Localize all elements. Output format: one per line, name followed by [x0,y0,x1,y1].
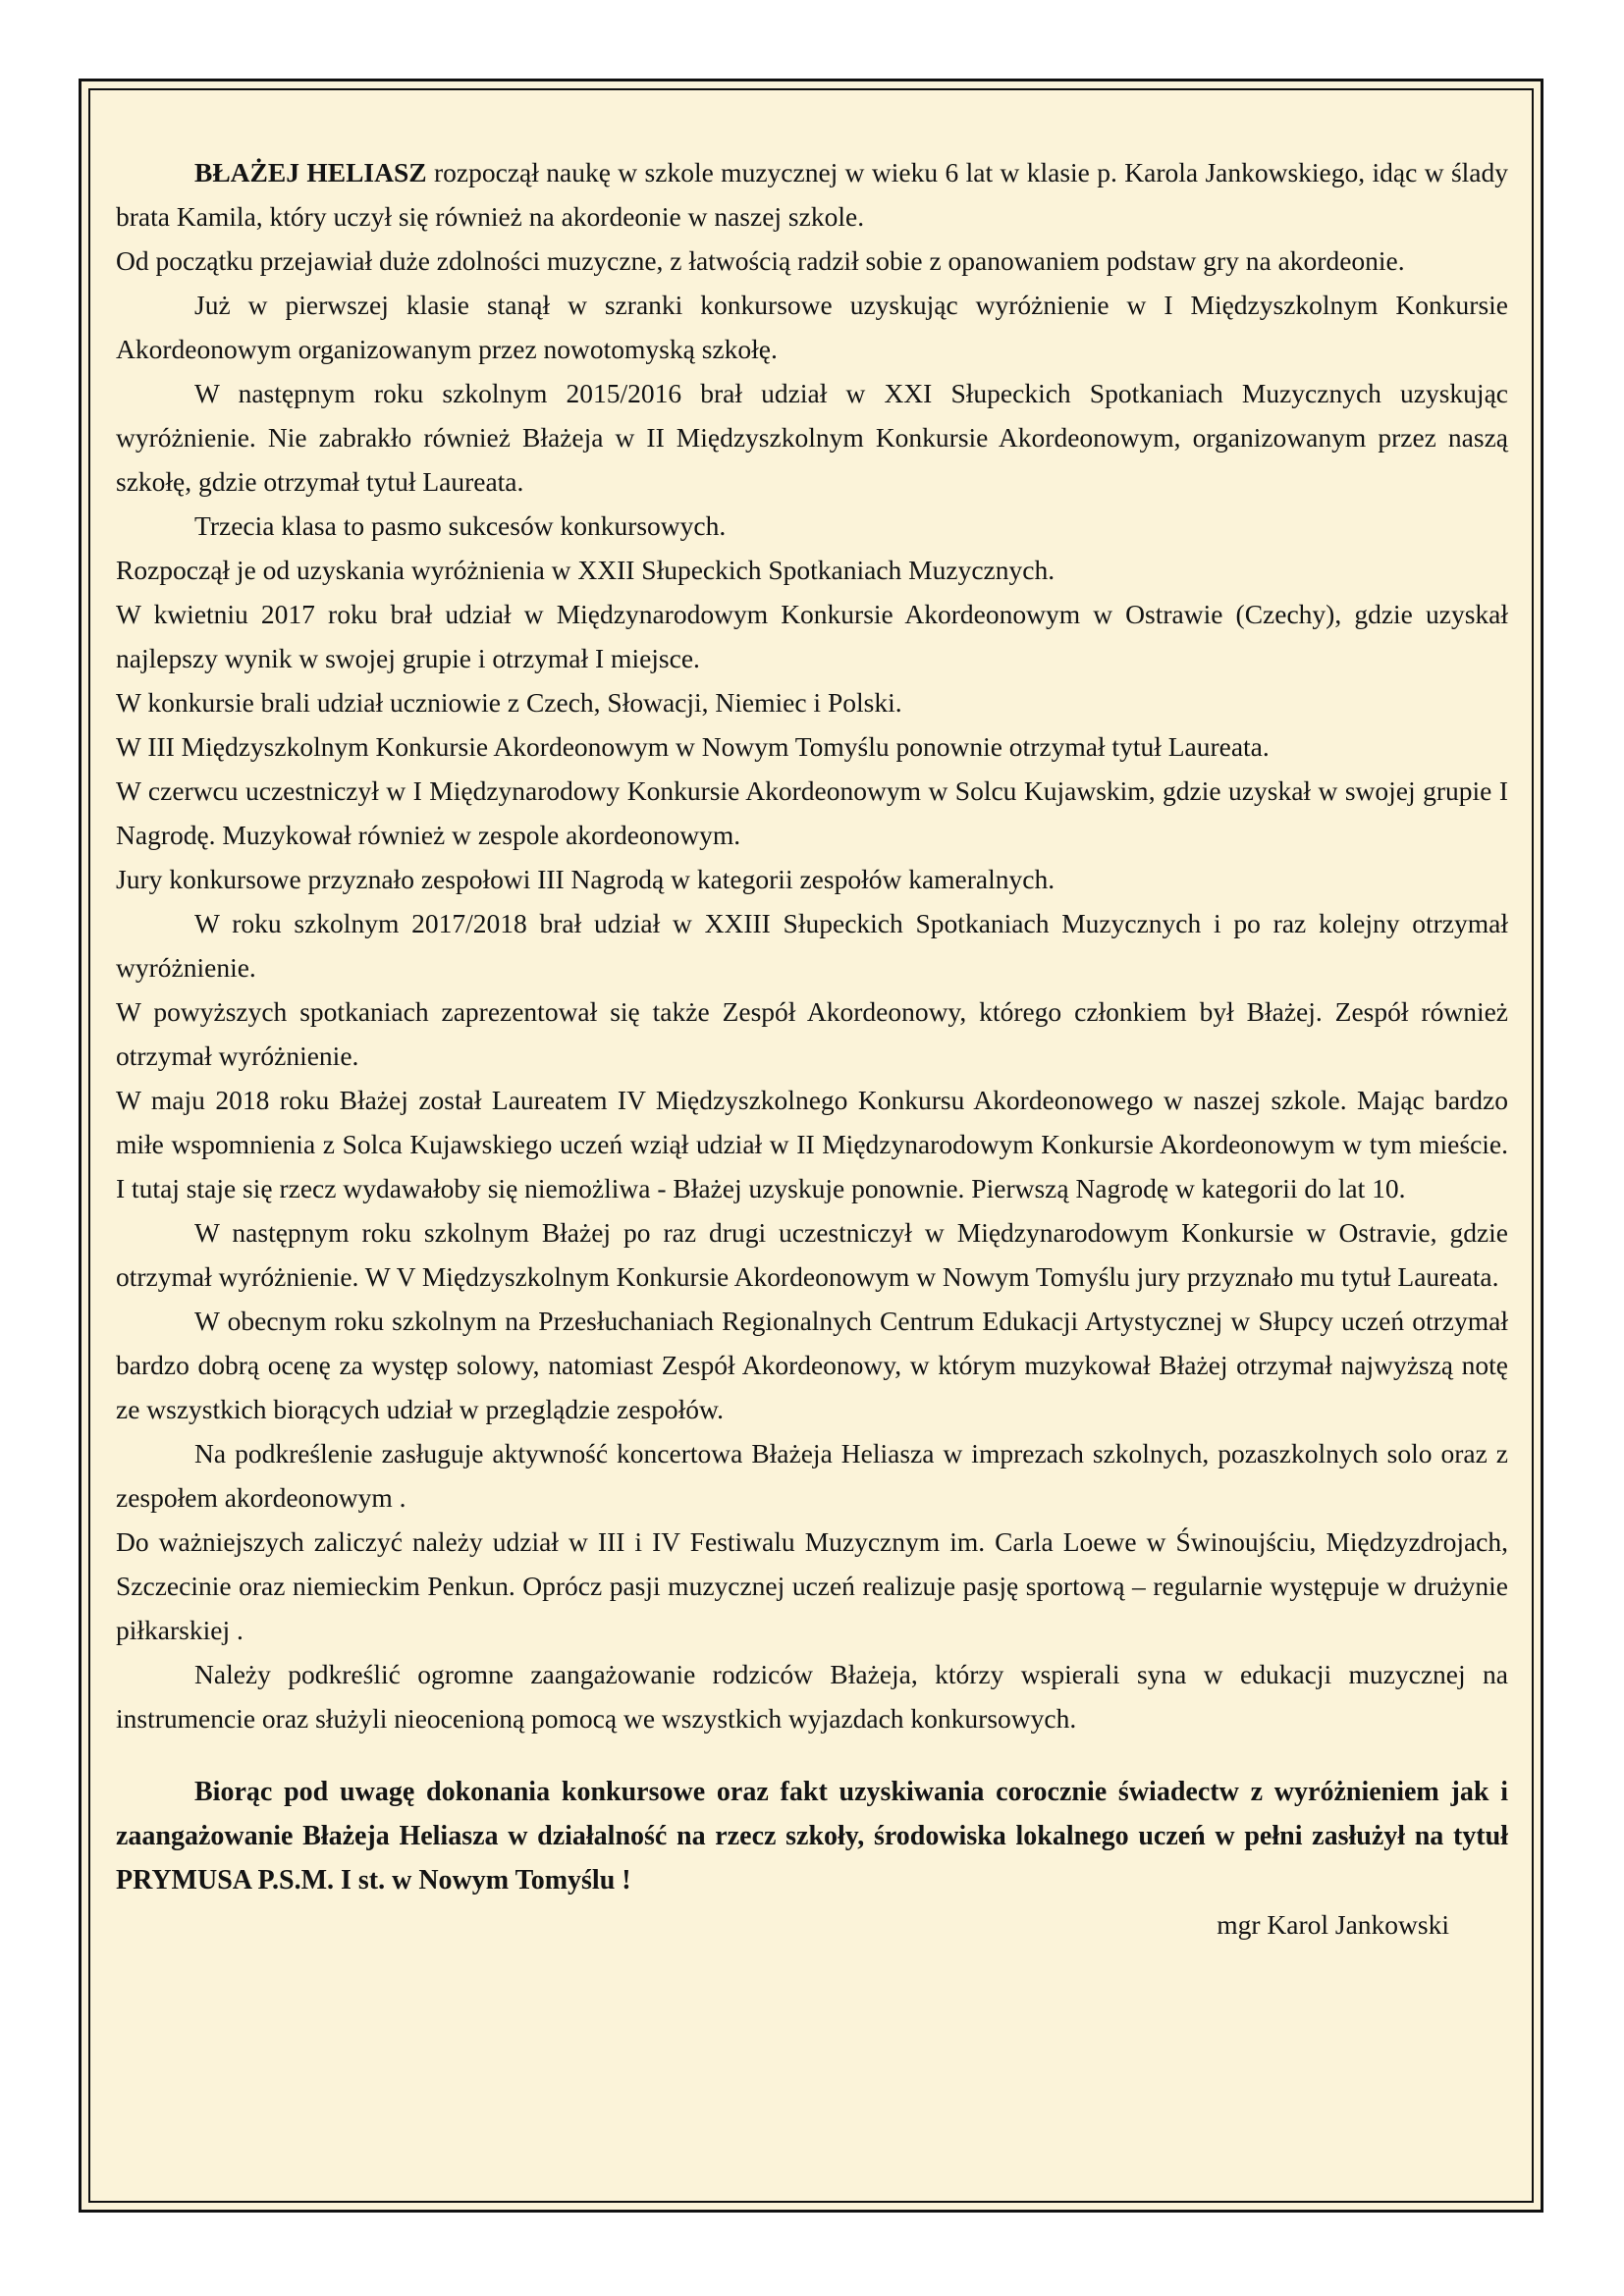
paragraph: W czerwcu uczestniczył w I Międzynarodowy Konkursie Akordeonowym w Solcu Kujawskim, gdzie uzyskał w swojej grupie I Nagrodę. Muzykował również w zespole akordeonowym. [116,775,1508,850]
paragraph: W III Międzyszkolnym Konkursie Akordeonowym w Nowym Tomyślu ponownie otrzymał tytuł Laureata. [116,731,1270,762]
paragraph: W maju 2018 roku Błażej został Laureatem IV Międzyszkolnego Konkursu Akordeonowego w naszej szkole. Mając bardzo miłe wspomnienia z Solca Kujawskiego uczeń wziął udział w II Międzynarodowym Konkursie Akordeonowym w tym mieście. I tutaj staje się rzecz wydawałoby się niemożliwa - Błażej uzyskuje ponownie. Pierwszą Nagrodę w kategorii do lat 10. [116,1085,1508,1203]
paragraph: W powyższych spotkaniach zaprezentował się także Zespół Akordeonowy, którego członkiem był Błażej. Zespół również otrzymał wyróżnienie. [116,996,1508,1071]
paragraph: Jury konkursowe przyznało zespołowi III Nagrodą w kategorii zespołów kameralnych. [116,864,1056,894]
closing-statement: Biorąc pod uwagę dokonania konkursowe oraz fakt uzyskiwania corocznie świadectw z wyróżnieniem jak i zaangażowanie Błażeja Heliasza w działalność na rzecz szkoły, środowiska lokalnego uczeń w pełni zasłużył na tytuł PRYMUSA P.S.M. I st. w Nowym Tomyślu ! [116,1777,1508,1896]
paragraph: Do ważniejszych zaliczyć należy udział w III i IV Festiwalu Muzycznym im. Carla Loewe w Świnoujściu, Międzyzdrojach, Szczecinie oraz niemieckim Penkun. Oprócz pasji muzycznej uczeń realizuje pasję sportową – regularnie występuje w drużynie piłkarskiej . [116,1526,1508,1645]
paragraph: Trzecia klasa to pasmo sukcesów konkursowych. [194,510,727,541]
paragraph: W obecnym roku szkolnym na Przesłuchaniach Regionalnych Centrum Edukacji Artystycznej w Słupcy uczeń otrzymał bardzo dobrą ocenę za występ solowy, natomiast Zespół Akordeonowy, w którym muzykował Błażej otrzymał najwyższą notę ze wszystkich biorących udział w przeglądzie zespołów. [116,1306,1508,1424]
intro-text: rozpoczął naukę w szkole muzycznej w wieku 6 lat w klasie p. Karola Jankowskiego, idąc w ślady brata Kamila, który uczył się również na akordeonie w naszej szkole. [116,157,1508,232]
paragraph-intro [116,150,1508,239]
paragraph: W następnym roku szkolnym Błażej po raz drugi uczestniczył w Międzynarodowym Konkursie w Ostravie, gdzie otrzymał wyróżnienie. W V Międzyszkolnym Konkursie Akordeonowym w Nowym Tomyślu jury przyznało mu tytuł Laureata. [116,1217,1508,1292]
paragraph: W kwietniu 2017 roku brał udział w Międzynarodowym Konkursie Akordeonowym w Ostrawie (Czechy), gdzie uzyskał najlepszy wynik w swojej grupie i otrzymał I miejsce. [116,599,1508,673]
paragraph: W następnym roku szkolnym 2015/2016 brał udział w XXI Słupeckich Spotkaniach Muzycznych uzyskując wyróżnienie. Nie zabrakło również Błażeja w II Międzyszkolnym Konkursie Akordeonowym, organizowanym przez naszą szkołę, gdzie otrzymał tytuł Laureata. [116,378,1508,497]
student-name: BŁAŻEJ HELIASZ [194,157,427,187]
paragraph: W konkursie brali udział uczniowie z Czech, Słowacji, Niemiec i Polski. [116,687,902,718]
paragraph: Rozpoczął je od uzyskania wyróżnienia w XXII Słupeckich Spotkaniach Muzycznych. [116,555,1056,585]
paragraph: W roku szkolnym 2017/2018 brał udział w XXIII Słupeckich Spotkaniach Muzycznych i po raz kolejny otrzymał wyróżnienie. [116,908,1508,983]
paragraph: Należy podkreślić ogromne zaangażowanie rodziców Błażeja, którzy wspierali syna w edukacji muzycznej na instrumencie oraz służyli nieocenioną pomocą we wszystkich wyjazdach konkursowych. [116,1659,1508,1734]
paragraph: Na podkreślenie zasługuje aktywność koncertowa Błażeja Heliasza w imprezach szkolnych, pozaszkolnych solo oraz z zespołem akordeonowym . [116,1438,1508,1513]
signature: mgr Karol Jankowski [1217,1909,1449,1940]
paragraph: Od początku przejawiał duże zdolności muzyczne, z łatwością radził sobie z opanowaniem podstaw gry na akordeonie. [116,245,1405,276]
document-body [116,150,1508,1947]
paragraph: Już w pierwszej klasie stanął w szranki konkursowe uzyskując wyróżnienie w I Międzyszkolnym Konkursie Akordeonowym organizowanym przez nowotomyską szkołę. [116,290,1508,364]
